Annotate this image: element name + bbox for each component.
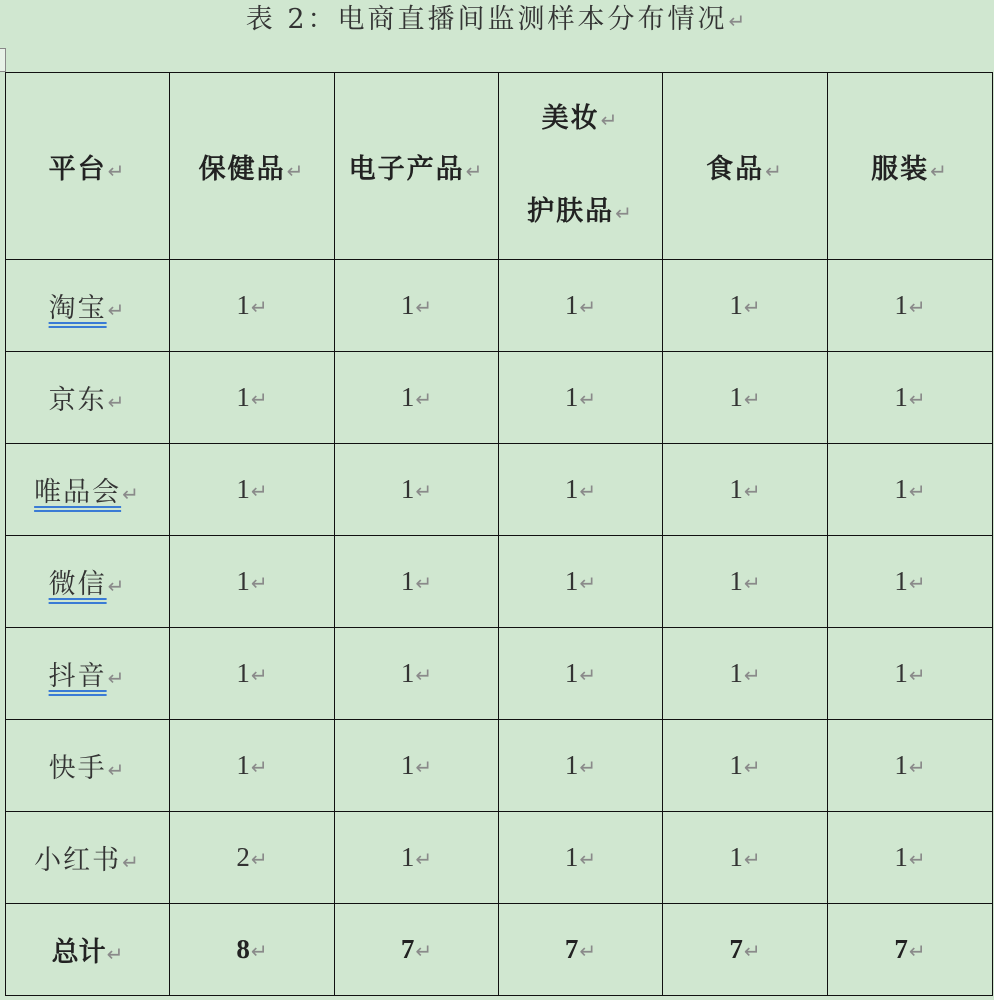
value-cell[interactable]: 1↵ [499,260,663,352]
value-cell[interactable]: 1↵ [663,352,828,444]
platform-cell-jd[interactable]: 京东↵ [6,352,170,444]
value-cell[interactable]: 1↵ [335,720,499,812]
sample-distribution-table [5,72,993,996]
value-cell[interactable]: 1↵ [828,536,993,628]
value-cell[interactable]: 1↵ [828,260,993,352]
value-cell[interactable]: 1↵ [663,260,828,352]
table-row [6,352,993,444]
value-cell[interactable]: 1↵ [499,352,663,444]
table-anchor-handle[interactable] [0,48,6,72]
total-label-cell[interactable]: 总计↵ [6,904,170,996]
platform-cell-wechat[interactable]: 微信↵ [6,536,170,628]
header-beauty-skincare[interactable]: 美妆↵ 护肤品↵ [499,73,663,260]
value-cell[interactable]: 1↵ [663,444,828,536]
value-cell[interactable]: 1↵ [499,536,663,628]
value-cell[interactable]: 1↵ [170,536,335,628]
value-cell[interactable]: 2↵ [170,812,335,904]
header-platform[interactable]: 平台↵ [6,73,170,260]
value-cell[interactable]: 1↵ [828,444,993,536]
value-cell[interactable]: 1↵ [170,352,335,444]
table-total-row [6,904,993,996]
value-cell[interactable]: 1↵ [663,628,828,720]
value-cell[interactable]: 1↵ [828,812,993,904]
header-food[interactable]: 食品↵ [663,73,828,260]
value-cell[interactable]: 1↵ [663,536,828,628]
platform-cell-kuaishou[interactable]: 快手↵ [6,720,170,812]
table-caption: 表 2：电商直播间监测样本分布情况↵ [245,4,749,35]
value-cell[interactable]: 1↵ [335,812,499,904]
total-value-cell[interactable]: 7↵ [335,904,499,996]
header-electronics[interactable]: 电子产品↵ [335,73,499,260]
table-row [6,536,993,628]
value-cell[interactable]: 1↵ [335,628,499,720]
value-cell[interactable]: 1↵ [499,444,663,536]
table-row [6,812,993,904]
platform-cell-xiaohongshu[interactable]: 小红书↵ [6,812,170,904]
value-cell[interactable]: 1↵ [335,444,499,536]
platform-cell-douyin[interactable]: 抖音↵ [6,628,170,720]
value-cell[interactable]: 1↵ [335,260,499,352]
value-cell[interactable]: 1↵ [499,628,663,720]
value-cell[interactable]: 1↵ [170,260,335,352]
platform-cell-taobao[interactable]: 淘宝↵ [6,260,170,352]
value-cell[interactable]: 1↵ [170,720,335,812]
value-cell[interactable]: 1↵ [335,352,499,444]
value-cell[interactable]: 1↵ [828,720,993,812]
table-row [6,720,993,812]
value-cell[interactable]: 1↵ [828,352,993,444]
table-row [6,444,993,536]
header-health-products[interactable]: 保健品↵ [170,73,335,260]
value-cell[interactable]: 1↵ [170,444,335,536]
value-cell[interactable]: 1↵ [499,812,663,904]
table-row [6,628,993,720]
table-header-row [6,73,993,260]
value-cell[interactable]: 1↵ [663,812,828,904]
platform-cell-vipshop[interactable]: 唯品会↵ [6,444,170,536]
value-cell[interactable]: 1↵ [663,720,828,812]
total-value-cell[interactable]: 7↵ [828,904,993,996]
total-value-cell[interactable]: 7↵ [663,904,828,996]
total-value-cell[interactable]: 8↵ [170,904,335,996]
value-cell[interactable]: 1↵ [335,536,499,628]
header-clothing[interactable]: 服装↵ [828,73,993,260]
value-cell[interactable]: 1↵ [170,628,335,720]
total-value-cell[interactable]: 7↵ [499,904,663,996]
paragraph-mark: ↵ [728,9,749,33]
value-cell[interactable]: 1↵ [499,720,663,812]
table-row [6,260,993,352]
value-cell[interactable]: 1↵ [828,628,993,720]
